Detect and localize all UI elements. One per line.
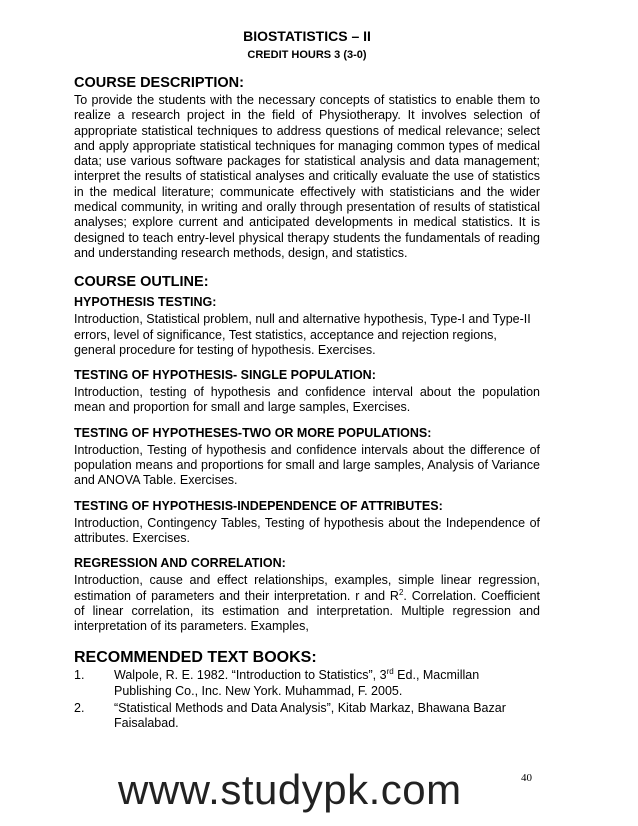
book-text-part2: Ed., Macmillan Publishing Co., Inc. New York. Muhammad, F. 2005.	[114, 668, 480, 698]
section-text-hypothesis-testing: Introduction, Statistical problem, null and alternative hypothesis, Type-I and Type-II errors, level of significance, Test statistics, acceptance and rejection regions, general procedure for testing of hypothesis. Exercises.	[74, 312, 531, 357]
section-text-two-populations: Introduction, Testing of hypothesis and confidence intervals about the difference of population means and proportions for small and large samples, Analysis of Variance and ANOVA Table. Exercises.	[74, 442, 540, 488]
course-outline-heading: COURSE OUTLINE:	[74, 274, 209, 291]
regression-text-part1: Introduction, cause and effect relationships, examples, simple linear regression, estimation of parameters and their interpretation. r and R	[74, 573, 540, 603]
book-text-part1: “Statistical Methods and Data Analysis”, Kitab Markaz, Bhawana Bazar Faisalabad.	[114, 701, 506, 731]
text-books-heading: RECOMMENDED TEXT BOOKS:	[74, 649, 317, 667]
section-title-regression-correlation: REGRESSION AND CORRELATION:	[74, 556, 286, 571]
book-number: 1.	[74, 668, 85, 683]
section-title-independence-attributes: TESTING OF HYPOTHESIS-INDEPENDENCE OF ATTRIBUTES:	[74, 498, 443, 513]
regression-text-sup: 2	[398, 587, 404, 597]
book-text-part1: Walpole, R. E. 1982. “Introduction to Statistics”, 3	[114, 668, 387, 683]
document-page	[74, 28, 540, 734]
course-description-text: To provide the students with the necessary concepts of statistics to enable them to realize a research project in the field of Physiotherapy. It involves selection of appropriate statistical techniques to address questions of medical relevance; select and apply appropriate statistical techniques for managing common types of medical data; use various software packages for statistical analysis and data management; interpret the results of statistical analyses and critically evaluate the use of statistics in the medical literature; communicate effectively with statisticians and the wider medical community, in writing and orally through presentation of results of statistical analyses; explore current and anticipated developments in medical statistics. It is designed to teach entry-level physical therapy students the fundamentals of reading and understanding research methods, design, and statistics.	[74, 93, 540, 260]
list-item	[74, 668, 540, 699]
book-number: 2.	[74, 701, 85, 716]
page-number: 40	[521, 772, 532, 784]
list-item	[74, 701, 540, 732]
regression-text-part2: . Correlation. Coefficient of linear correlation, its estimation and interpretation. Multiple regression and interpretation of its parameters. Examples,	[74, 588, 540, 634]
section-text-independence-attributes: Introduction, Contingency Tables, Testing of hypothesis about the Independence of attributes. Exercises.	[74, 515, 540, 545]
section-text-regression-correlation	[74, 573, 540, 634]
section-title-hypothesis-testing: HYPOTHESIS TESTING:	[74, 295, 217, 310]
course-description-heading: COURSE DESCRIPTION:	[74, 75, 244, 91]
credit-hours: CREDIT HOURS 3 (3-0)	[247, 49, 367, 61]
course-title: BIOSTATISTICS – II	[243, 28, 371, 44]
book-text-sup: rd	[386, 667, 394, 677]
website-watermark: www.studypk.com	[118, 766, 462, 813]
section-text-single-population: Introduction, testing of hypothesis and confidence interval about the population mean and proportion for small and large samples, Exercises.	[74, 385, 540, 415]
section-title-two-populations: TESTING OF HYPOTHESES-TWO OR MORE POPULATIONS:	[74, 425, 432, 440]
text-books-list	[74, 668, 540, 731]
section-title-single-population: TESTING OF HYPOTHESIS- SINGLE POPULATION:	[74, 368, 376, 383]
